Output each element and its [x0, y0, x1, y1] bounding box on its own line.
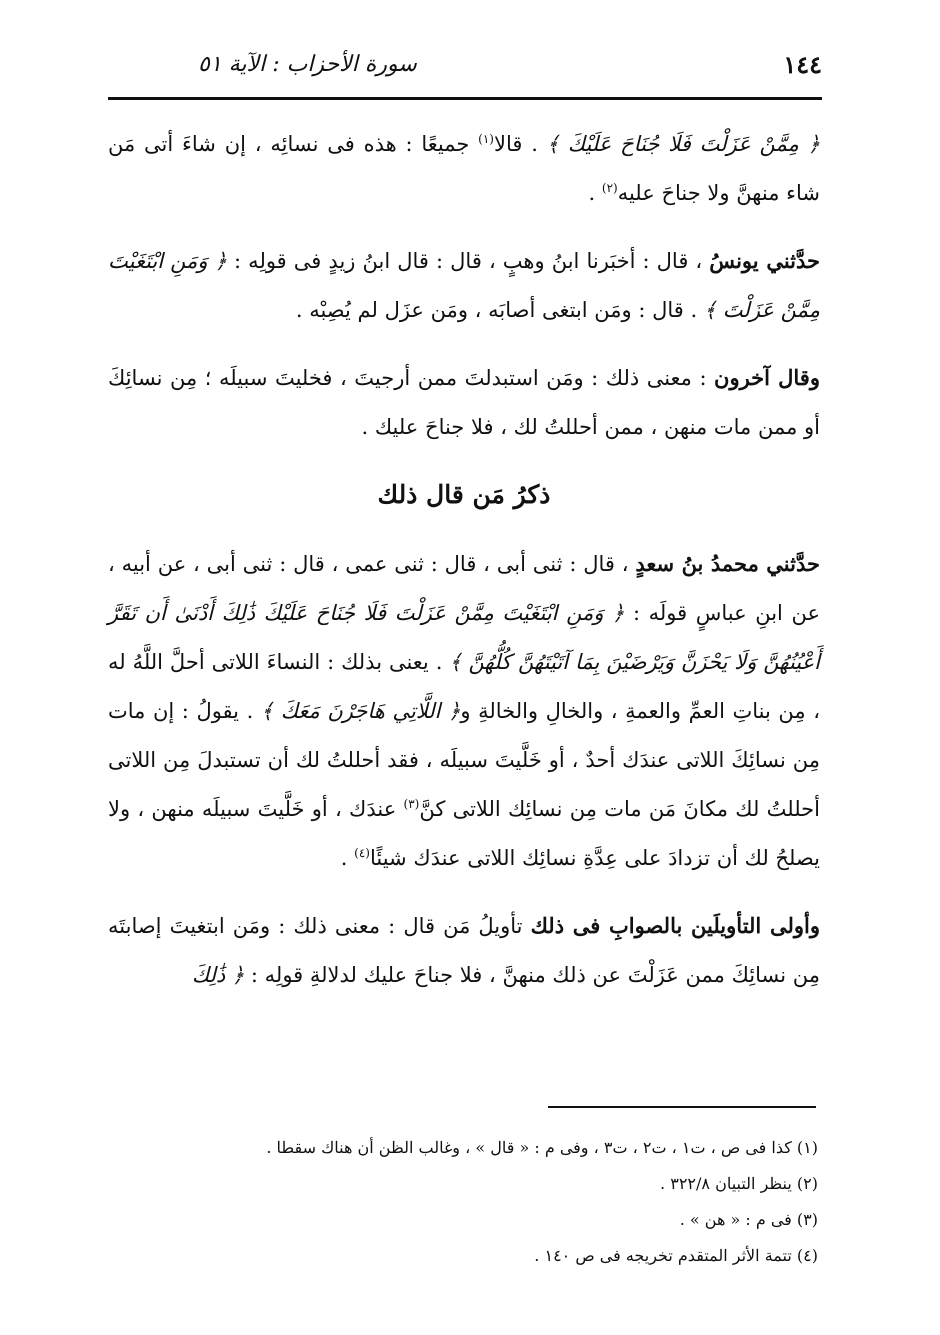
paragraph-3: [108, 353, 820, 452]
paragraph-text: تأويلُ مَن قال : معنى ذلك : ومَن ابتغيتَ إصابتَه مِن نسائِكَ ممن عَزَلْتَ عن ذلك منهنَّ ، فلا جناحَ عليك لدلالةِ قولِه :: [108, 914, 820, 987]
narrator-lead: وقال آخرون: [714, 365, 820, 390]
quran-quote: ﴿ اللَّاتِي هَاجَرْنَ مَعَكَ ﴾: [260, 699, 461, 723]
footnote: (٤) تتمة الأثر المتقدم تخريجه فى ص ١٤٠ .: [534, 1246, 818, 1265]
paragraph-text: .: [588, 181, 602, 205]
paragraph-2: [108, 236, 820, 335]
narrator-lead: حدَّثني محمدُ بنُ سعدٍ: [635, 551, 820, 576]
running-title: سورة الأحزاب : الآية ٥١: [198, 51, 417, 77]
footnote-ref: (٤): [354, 846, 370, 860]
footnote-rule: [548, 1106, 816, 1108]
page-number: ١٤٤: [783, 49, 822, 79]
header-rule: [108, 97, 822, 100]
paragraph-1: [108, 120, 820, 218]
paragraph-text: جميعًا : هذه فى نسائِه ، إن شاءَ أتى مَن شاء منهنَّ ولا جناحَ عليه: [108, 132, 820, 205]
paragraph-text: . قال : ومَن ابتغى أصابَه ، ومَن عزَل لم يُصِبْه .: [295, 298, 704, 322]
narrator-lead: حدَّثني يونسُ: [709, 248, 821, 273]
paragraph-text: : معنى ذلك : ومَن استبدلتَ ممن أرجيتَ ، فخليتَ سبيلَه ؛ مِن نسائِكَ أو ممن مات منهن ، ممن أحللتُ لك ، فلا جناحَ عليك .: [108, 366, 820, 439]
main-text: [108, 120, 820, 1018]
paragraph-text: . يعنى بذلك : النساءَ اللاتى أحلَّ اللَّهُ له ، مِن بناتِ العمِّ والعمةِ ، والخالِ والخالةِ و: [108, 650, 821, 723]
paragraph-4: [108, 539, 820, 883]
section-heading: ذكرُ مَن قال ذلك: [377, 480, 551, 509]
footnote-ref: (٣): [403, 797, 420, 811]
paragraph-text: . يقولُ : إن مات مِن نسائِكَ اللاتى عندَك أحدٌ ، أو خَلَّيتَ سبيلَه ، فقد أحللتُ لك أن تستبدلَ مِن اللاتى أحللتُ لك مكانَ مَن مات مِن نسائِك اللاتى كنَّ: [108, 699, 820, 821]
quran-quote: ﴿ وَمَنِ ابْتَغَيْتَ مِمَّنْ عَزَلْتَ ﴾: [108, 249, 820, 322]
narrator-lead: وأولى التأويلَين بالصوابِ فى ذلك: [530, 913, 820, 938]
paragraph-text: .: [340, 846, 355, 870]
quran-quote: ﴿ ذَٰلِكَ: [191, 963, 245, 987]
paragraph-text: ، قال : ثنى أبى ، قال : ثنى عمى ، قال : ثنى أبى ، عن أبيه ، عن ابنِ عباسٍ قولَه :: [108, 552, 820, 625]
footnote: (١) كذا فى ص ، ت١ ، ت٢ ، ت٣ ، وفى م : « قال » ، وغالب الظن أن هناك سقطا .: [266, 1138, 818, 1157]
paragraph-text: . قالا: [493, 132, 547, 156]
paragraph-text: عندَك ، أو خَلَّيتَ سبيلَه منهن ، ولا يصلحُ لك أن تزدادَ على عِدَّةِ نسائِك اللاتى عندَك شيئًا: [108, 797, 820, 870]
footnotes: [108, 1130, 818, 1274]
footnote-ref: (٢): [601, 181, 618, 195]
footnote: (٢) ينظر التبيان ٣٢٢/٨ .: [660, 1174, 818, 1193]
quran-quote: ﴿ مِمَّنْ عَزَلْتَ فَلَا جُنَاحَ عَلَيْكَ ﴾: [546, 132, 820, 156]
footnote-ref: (١): [478, 132, 494, 146]
paragraph-text: ، قال : أخبَرنا ابنُ وهبٍ ، قال : قال ابنُ زيدٍ فى قولِه :: [226, 249, 710, 273]
quran-quote: ﴿ وَمَنِ ابْتَغَيْتَ مِمَّنْ عَزَلْتَ فَلَا جُنَاحَ عَلَيْكَ ذَٰلِكَ أَدْنَىٰ أَن تَقَرَّ أَعْيُنُهُنَّ وَلَا يَحْزَنَّ وَيَرْضَيْنَ بِمَا آتَيْتَهُنَّ كُلُّهُنَّ ﴾: [108, 601, 820, 674]
paragraph-5: [108, 901, 820, 1000]
page-header: [108, 44, 822, 84]
footnote: (٣) فى م : « هن » .: [679, 1210, 818, 1229]
